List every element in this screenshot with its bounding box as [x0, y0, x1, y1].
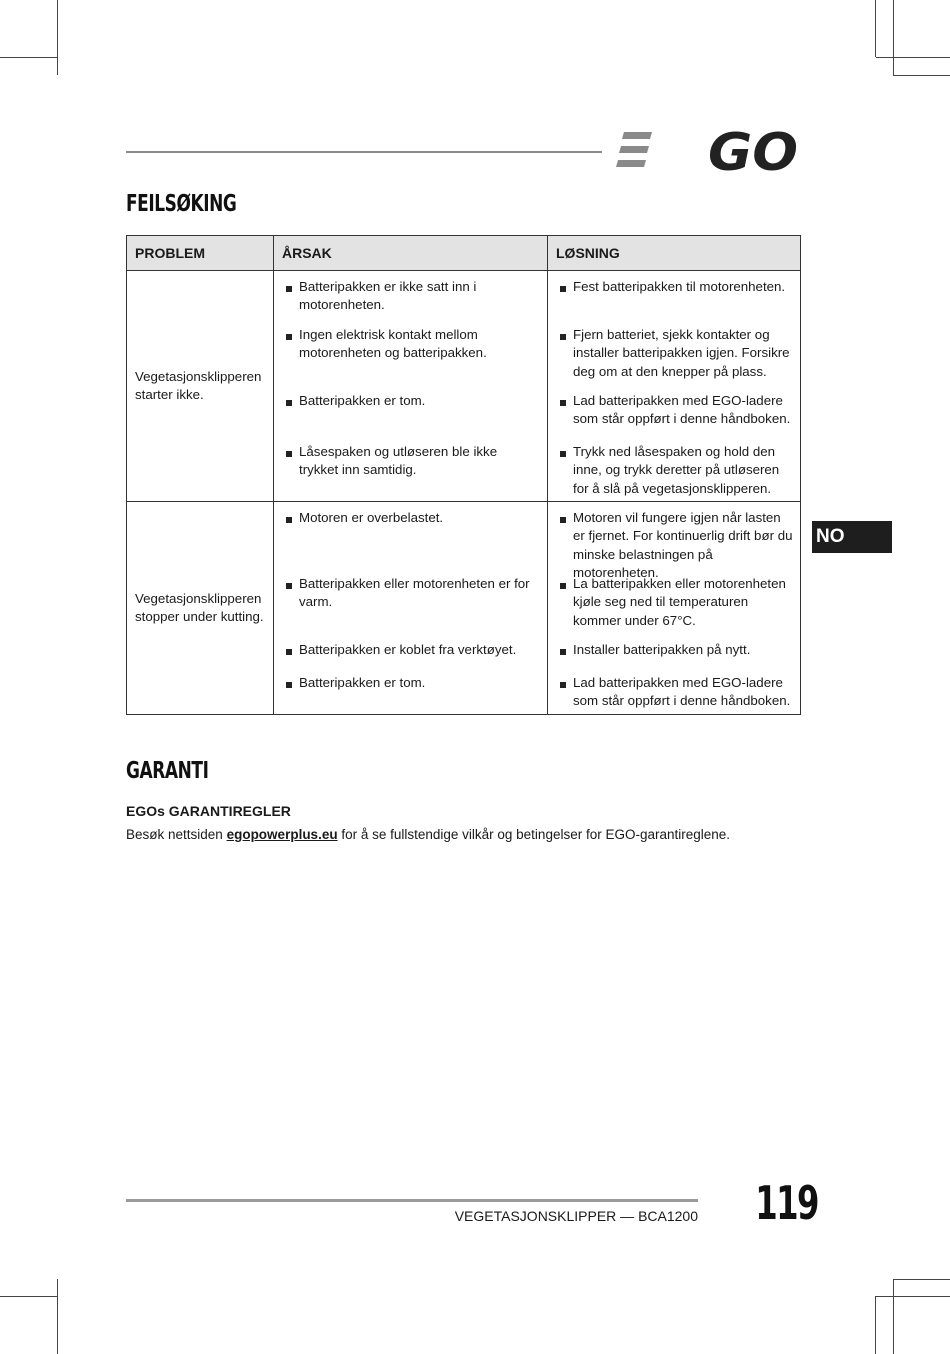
bullet-icon: [560, 682, 566, 688]
solution-cell: [548, 502, 801, 715]
language-tab: NO: [812, 521, 892, 553]
solution-text: Fjern batteriet, sjekk kontakter og installer batteripakken igjen. Forsikre deg om at den knepper på plass.: [573, 327, 790, 379]
warranty-link[interactable]: egopowerplus.eu: [226, 827, 338, 842]
list-item: [274, 674, 547, 714]
table-row: [127, 502, 801, 715]
solution-text: Installer batteripakken på nytt.: [573, 642, 751, 657]
crop-mark: [0, 57, 57, 58]
solution-text: La batteripakken eller motorenheten kjøle seg ned til temperaturen kommer under 67°C.: [573, 576, 786, 628]
list-item: [274, 392, 547, 443]
warranty-subtitle: EGOs GARANTIREGLER: [126, 803, 291, 819]
bullet-icon: [560, 517, 566, 523]
crop-mark: [876, 1296, 950, 1297]
header-cause: ÅRSAK: [274, 236, 548, 271]
list-item: [548, 326, 800, 392]
bullet-icon: [286, 649, 292, 655]
cause-cell: [274, 271, 548, 502]
crop-mark: [893, 1279, 950, 1280]
cause-text: Batteripakken er ikke satt inn i motorenheten.: [299, 279, 477, 313]
cause-text: Batteripakken er koblet fra verktøyet.: [299, 642, 517, 657]
crop-mark: [57, 0, 58, 75]
bullet-icon: [560, 334, 566, 340]
problem-cell: Vegetasjonsklipperen starter ikke.: [127, 271, 274, 502]
bullet-icon: [560, 451, 566, 457]
header-problem: PROBLEM: [127, 236, 274, 271]
warranty-title: GARANTI: [126, 758, 209, 784]
warranty-text-after: for å se fullstendige vilkår og betingelser for EGO-garantireglene.: [337, 827, 731, 842]
cause-text: Batteripakken er tom.: [299, 675, 426, 690]
list-item: [548, 641, 800, 674]
solution-text: Fest batteripakken til motorenheten.: [573, 279, 786, 294]
solution-text: Lad batteripakken med EGO-ladere som står oppført i denne håndboken.: [573, 675, 791, 709]
bullet-icon: [286, 400, 292, 406]
bullet-icon: [286, 451, 292, 457]
cause-text: Låsespaken og utløseren ble ikke trykket inn samtidig.: [299, 444, 498, 478]
bullet-icon: [560, 649, 566, 655]
troubleshooting-title: FEILSØKING: [126, 191, 237, 217]
crop-mark: [875, 0, 876, 57]
cause-text: Batteripakken eller motorenheten er for varm.: [299, 576, 530, 610]
list-item: [274, 443, 547, 501]
list-item: [548, 509, 800, 580]
list-item: [274, 575, 547, 641]
bullet-icon: [560, 286, 566, 292]
cause-text: Motoren er overbelastet.: [299, 510, 444, 525]
solution-text: Motoren vil fungere igjen når lasten er fjernet. For kontinuerlig drift bør du minske belastningen på motorenheten.: [573, 510, 793, 580]
bullet-icon: [286, 517, 292, 523]
bullet-icon: [286, 682, 292, 688]
list-item: [548, 443, 800, 501]
header-solution: LØSNING: [548, 236, 801, 271]
list-item: [274, 326, 547, 392]
cause-text: Batteripakken er tom.: [299, 393, 426, 408]
solution-cell: [548, 271, 801, 502]
list-item: [274, 278, 547, 326]
troubleshooting-table: [126, 235, 801, 715]
list-item: [274, 509, 547, 575]
crop-mark: [893, 75, 950, 76]
ego-logo: [616, 128, 802, 174]
page-number: 119: [755, 1176, 818, 1230]
solution-text: Lad batteripakken med EGO-ladere som står oppført i denne håndboken.: [573, 393, 791, 427]
crop-mark: [875, 1296, 876, 1354]
crop-mark: [57, 1279, 58, 1354]
footer-text: VEGETASJONSKLIPPER — BCA1200: [454, 1208, 698, 1224]
table-header-row: [127, 236, 801, 271]
warranty-text: [126, 827, 730, 842]
list-item: [548, 674, 800, 714]
list-item: [274, 641, 547, 674]
crop-mark: [893, 0, 894, 75]
list-item: [548, 392, 800, 443]
list-item: [548, 575, 800, 641]
header-rule: [126, 151, 602, 153]
svg-text:GO: GO: [708, 128, 798, 174]
list-item: [548, 278, 800, 326]
crop-mark: [876, 57, 950, 58]
problem-cell: Vegetasjonsklipperen stopper under kutting.: [127, 502, 274, 715]
solution-text: Trykk ned låsespaken og hold den inne, og trykk deretter på utløseren for å slå på vegetasjonsklipperen.: [573, 444, 780, 496]
footer-rule: [126, 1199, 698, 1202]
bullet-icon: [560, 583, 566, 589]
table-row: [127, 271, 801, 502]
bullet-icon: [286, 334, 292, 340]
warranty-text-before: Besøk nettsiden: [126, 827, 227, 842]
crop-mark: [0, 1296, 57, 1297]
bullet-icon: [560, 400, 566, 406]
cause-text: Ingen elektrisk kontakt mellom motorenheten og batteripakken.: [299, 327, 487, 361]
bullet-icon: [286, 286, 292, 292]
crop-mark: [893, 1279, 894, 1354]
bullet-icon: [286, 583, 292, 589]
cause-cell: [274, 502, 548, 715]
